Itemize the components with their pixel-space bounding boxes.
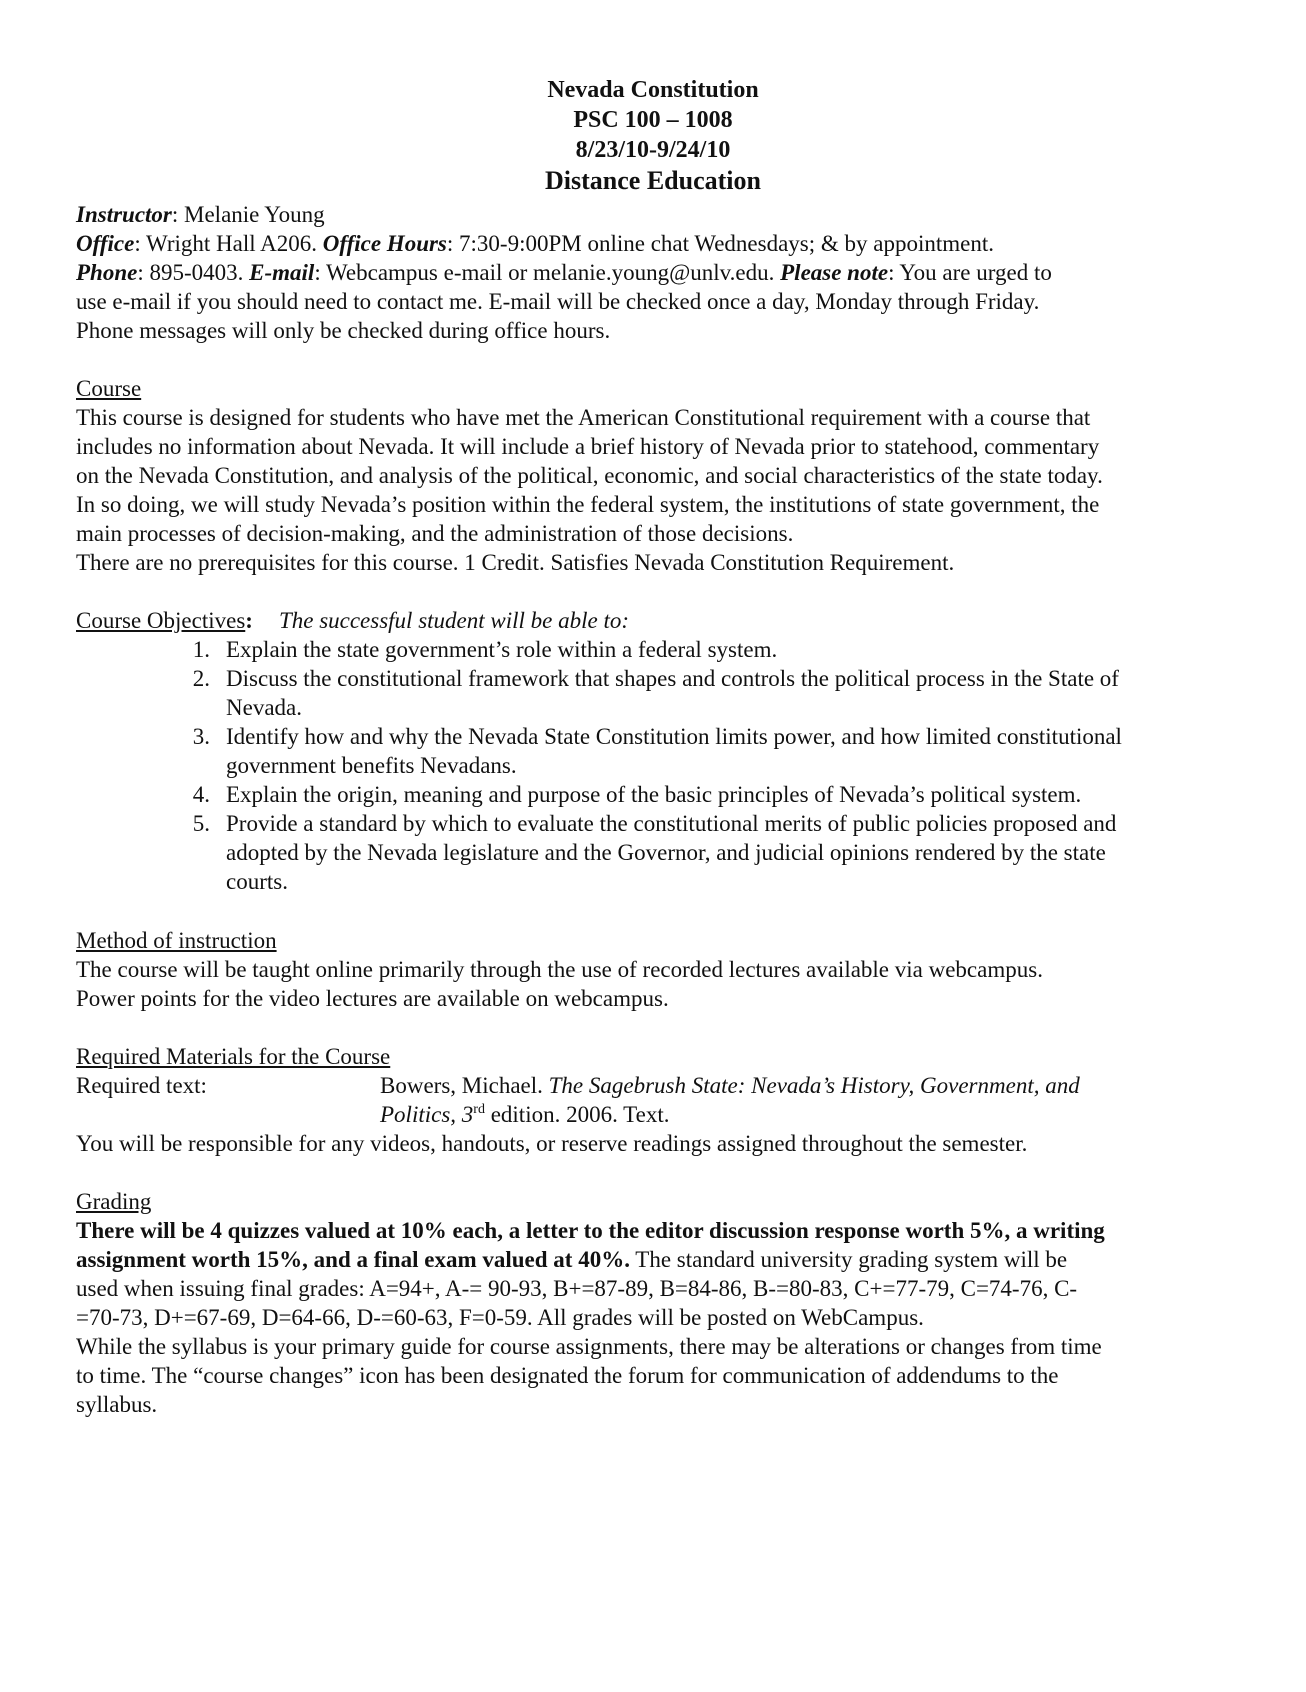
grading-weights: There will be 4 quizzes valued at 10% each, a letter to the editor discussion response worth 5%, a writing bbox=[76, 1218, 1105, 1243]
phone-label: Phone bbox=[76, 260, 138, 285]
phone-value: : 895-0403. bbox=[137, 260, 250, 285]
contact-line: use e-mail if you should need to contact me. E-mail will be checked once a day, Monday through Friday. bbox=[76, 289, 1040, 314]
office-hours-label: Office Hours bbox=[322, 231, 447, 256]
email-label: E-mail bbox=[249, 260, 315, 285]
materials-note: You will be responsible for any videos, handouts, or reserve readings assigned throughout the semester. bbox=[76, 1131, 1028, 1156]
edition-superscript: rd bbox=[473, 1102, 485, 1117]
textbook-citation-cont bbox=[380, 1100, 669, 1129]
grading-text-line: syllabus. bbox=[76, 1392, 158, 1417]
office-line bbox=[76, 229, 994, 258]
contact-line: Phone messages will only be checked during office hours. bbox=[76, 318, 611, 343]
objective-text: Provide a standard by which to evaluate the constitutional merits of public policies proposed and bbox=[226, 811, 1117, 836]
objectives-intro: The successful student will be able to: bbox=[278, 608, 630, 633]
office-value: : Wright Hall A206. bbox=[134, 231, 323, 256]
section-heading-grading: Grading bbox=[76, 1189, 152, 1214]
grading-text: The standard university grading system will be bbox=[629, 1247, 1068, 1272]
objective-text: courts. bbox=[226, 869, 288, 894]
note-value: : You are urged to bbox=[888, 260, 1052, 285]
instructor-line bbox=[76, 200, 325, 229]
course-code: PSC 100 – 1008 bbox=[573, 107, 733, 133]
course-format: Distance Education bbox=[545, 166, 761, 195]
document-title: Nevada Constitution bbox=[547, 77, 759, 103]
objective-number: 5. bbox=[192, 811, 210, 836]
objectives-heading-line bbox=[76, 606, 629, 635]
email-value: : Webcampus e-mail or melanie.young@unlv.edu. bbox=[314, 260, 781, 285]
textbook-edition: edition. 2006. Text. bbox=[484, 1102, 670, 1127]
section-heading-objectives: Course Objectives bbox=[76, 608, 246, 633]
section-heading-course: Course bbox=[76, 376, 142, 401]
objective-text: Discuss the constitutional framework that shapes and controls the political process in the State of bbox=[226, 666, 1119, 691]
course-dates: 8/23/10-9/24/10 bbox=[575, 137, 731, 163]
course-text-line: on the Nevada Constitution, and analysis of the political, economic, and social characteristics of the state today. bbox=[76, 463, 1103, 488]
course-text-line: main processes of decision-making, and the administration of those decisions. bbox=[76, 521, 794, 546]
note-label: Please note bbox=[780, 260, 889, 285]
grading-text-line: to time. The “course changes” icon has been designated the forum for communication of addendums to the bbox=[76, 1363, 1059, 1388]
textbook-author: Bowers, Michael. bbox=[380, 1073, 549, 1098]
textbook-citation bbox=[380, 1071, 1080, 1100]
course-text-line: In so doing, we will study Nevada’s position within the federal system, the institutions of state government, the bbox=[76, 492, 1100, 517]
section-heading-method: Method of instruction bbox=[76, 928, 277, 953]
objective-number: 1. bbox=[192, 637, 210, 662]
course-text-line: This course is designed for students who have met the American Constitutional requirement with a course that bbox=[76, 405, 1091, 430]
objective-number: 2. bbox=[192, 666, 210, 691]
objective-number: 3. bbox=[192, 724, 210, 749]
method-text-line: Power points for the video lectures are available on webcampus. bbox=[76, 986, 669, 1011]
phone-line bbox=[76, 258, 1052, 287]
grading-scale-line: used when issuing final grades: A=94+, A-= 90-93, B+=87-89, B=84-86, B-=80-83, C+=77-79, C=74-76, C- bbox=[76, 1276, 1078, 1301]
grading-scale-line: =70-73, D+=67-69, D=64-66, D-=60-63, F=0-59. All grades will be posted on WebCampus. bbox=[76, 1305, 924, 1330]
grading-line bbox=[76, 1245, 1067, 1274]
instructor-value: : Melanie Young bbox=[171, 202, 325, 227]
objective-text: adopted by the Nevada legislature and the Governor, and judicial opinions rendered by the state bbox=[226, 840, 1106, 865]
instructor-label: Instructor bbox=[76, 202, 172, 227]
course-text-line: includes no information about Nevada. It will include a brief history of Nevada prior to statehood, commentary bbox=[76, 434, 1100, 459]
course-text-line: There are no prerequisites for this course. 1 Credit. Satisfies Nevada Constitution Requirement. bbox=[76, 550, 955, 575]
grading-weights: assignment worth 15%, and a final exam valued at 40%. bbox=[76, 1247, 630, 1272]
method-text-line: The course will be taught online primarily through the use of recorded lectures available via webcampus. bbox=[76, 957, 1043, 982]
objective-number: 4. bbox=[192, 782, 210, 807]
textbook-title: The Sagebrush State: Nevada’s History, Government, and bbox=[548, 1073, 1080, 1098]
textbook-title: Politics, 3 bbox=[380, 1102, 474, 1127]
objective-text: Nevada. bbox=[226, 695, 302, 720]
grading-text-line: While the syllabus is your primary guide for course assignments, there may be alterations or changes from time bbox=[76, 1334, 1102, 1359]
objective-text: Explain the state government’s role within a federal system. bbox=[226, 637, 778, 662]
section-heading-materials: Required Materials for the Course bbox=[76, 1044, 391, 1069]
objectives-colon: : bbox=[245, 608, 253, 633]
objective-text: Identify how and why the Nevada State Constitution limits power, and how limited constitutional bbox=[226, 724, 1122, 749]
required-text-label: Required text: bbox=[76, 1073, 207, 1098]
office-hours-value: : 7:30-9:00PM online chat Wednesdays; & by appointment. bbox=[446, 231, 994, 256]
office-label: Office bbox=[76, 231, 135, 256]
objective-text: Explain the origin, meaning and purpose of the basic principles of Nevada’s political system. bbox=[226, 782, 1082, 807]
objective-text: government benefits Nevadans. bbox=[226, 753, 517, 778]
